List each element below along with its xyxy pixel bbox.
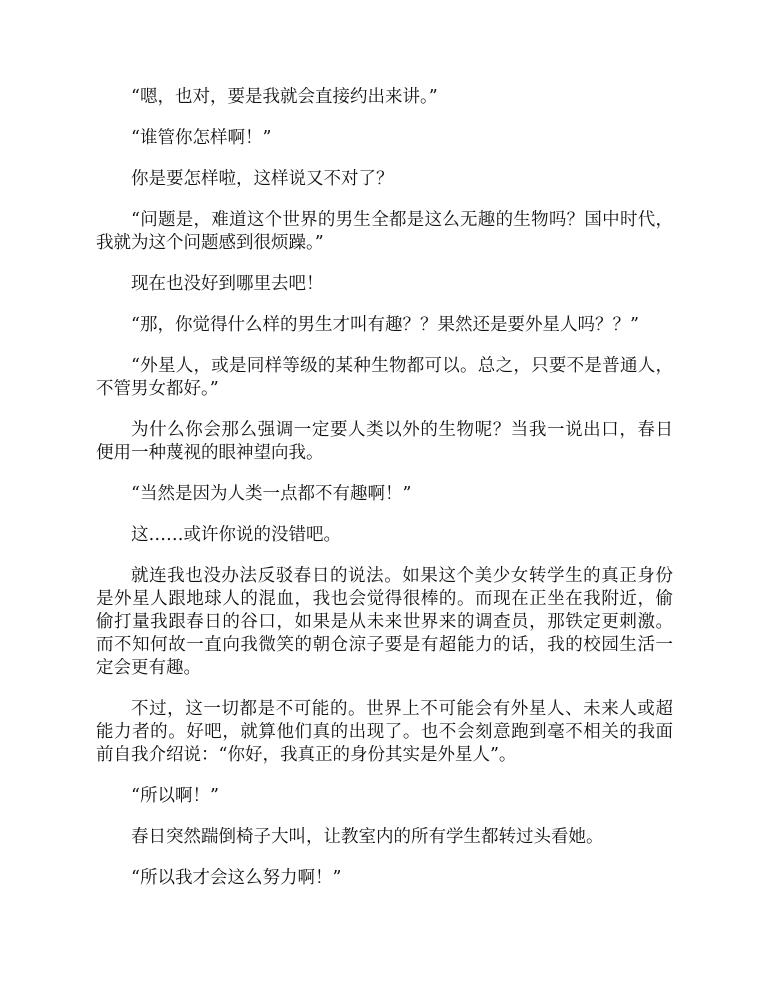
paragraph: 你是要怎样啦，这样说又不对了？ [131, 169, 394, 189]
paragraph: “当然是因为人类一点都不有趣啊！” [131, 484, 412, 504]
paragraph: “外星人，或是同样等级的某种生物都可以。总之，只要不是普通人，不管男女都好。” [96, 356, 673, 399]
paragraph: 不过，这一切都是不可能的。世界上不可能会有外星人、未来人或超能力者的。好吧，就算他们真的出现了。也不会刻意跑到毫不相关的我面前自我介绍说：“你好，我真正的身份其实是外星人”。 [96, 699, 673, 765]
paragraph: “嗯，也对，要是我就会直接约出来讲。” [131, 87, 438, 107]
paragraph: “问题是，难道这个世界的男生全都是这么无趣的生物吗？国中时代，我就为这个问题感到很烦躁。” [96, 210, 673, 253]
paragraph: 现在也没好到哪里去吧！ [131, 274, 324, 294]
paragraph: 这……或许你说的没错吧。 [131, 525, 341, 545]
paragraph: 就连我也没办法反驳春日的说法。如果这个美少女转学生的真正身份是外星人跟地球人的混血，我也会觉得很棒的。而现在正坐在我附近，偷偷打量我跟春日的谷口，如果是从未来世界来的调查员，那铁定更刺激。而不知何故一直向我微笑的朝仓涼子要是有超能力的话，我的校园生活一定会更有趣。 [96, 566, 673, 678]
paragraph: 为什么你会那么强调一定要人类以外的生物呢？当我一说出口，春日便用一种蔑视的眼神望向我。 [96, 420, 673, 463]
paragraph: “那，你觉得什么样的男生才叫有趣？？果然还是要外星人吗？？” [131, 315, 639, 335]
document-body [96, 86, 673, 908]
paragraph: “所以我才会这么努力啊！” [131, 868, 342, 888]
paragraph: “谁管你怎样啊！” [131, 128, 272, 148]
paragraph: “所以啊！” [131, 786, 219, 806]
paragraph: 春日突然踹倒椅子大叫，让教室内的所有学生都转过头看她。 [131, 827, 604, 847]
